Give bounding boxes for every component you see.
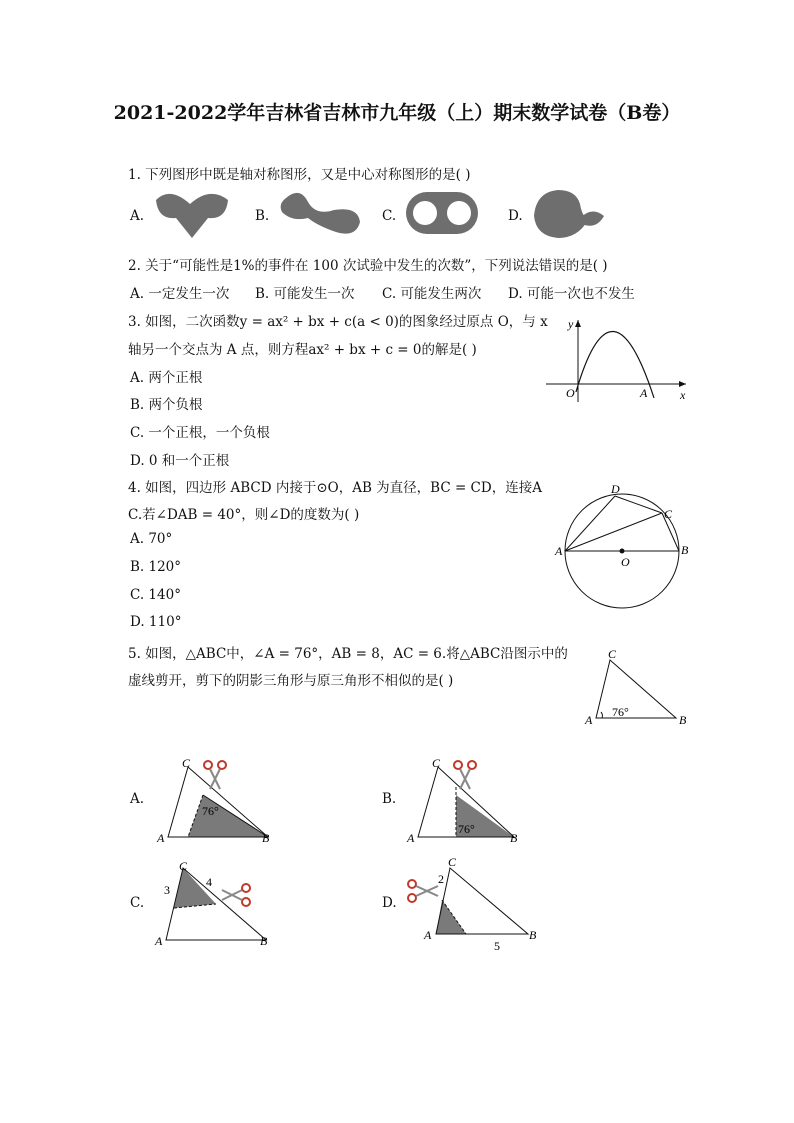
q5-fig-b bbox=[402, 755, 532, 847]
label-b: B bbox=[681, 543, 689, 557]
label-c: C bbox=[448, 855, 457, 869]
label-b: B bbox=[510, 831, 518, 845]
label-d: D bbox=[611, 482, 620, 496]
q3-parabola-graph bbox=[540, 312, 700, 404]
side-label-3: 3 bbox=[164, 883, 170, 897]
y-axis-label: y bbox=[568, 317, 574, 331]
q4-option-b[interactable]: B. 120° bbox=[130, 559, 182, 575]
label-a: A bbox=[407, 831, 415, 845]
q4-circle-figure bbox=[552, 480, 698, 610]
q2-option-b[interactable]: B. 可能发生一次 bbox=[255, 286, 355, 302]
q3-option-a[interactable]: A. 两个正根 bbox=[130, 370, 203, 386]
x-axis-label: x bbox=[680, 388, 686, 402]
q5-option-a[interactable]: A. bbox=[130, 791, 145, 807]
angle-label: 76° bbox=[458, 822, 475, 836]
side-label-2: 2 bbox=[438, 872, 444, 886]
q3-stem-line2: 轴另一个交点为 A 点，则方程ax² + bx + c = 0的解是( ) bbox=[128, 342, 477, 358]
label-c: C bbox=[182, 756, 191, 770]
label-c: C bbox=[664, 507, 673, 521]
q1-shape-c bbox=[402, 190, 482, 236]
q4-stem-line1: 4. 如图，四边形 ABCD 内接于⊙O，AB 为直径，BC = CD，连接A bbox=[128, 480, 542, 496]
q4-option-a[interactable]: A. 70° bbox=[130, 531, 173, 547]
q3-option-d[interactable]: D. 0 和一个正根 bbox=[130, 453, 230, 469]
angle-label: 76° bbox=[612, 705, 629, 719]
label-a: A bbox=[555, 544, 563, 558]
angle-label: 76° bbox=[202, 804, 219, 818]
label-c: C bbox=[432, 756, 441, 770]
q5-stem-line2: 虚线剪开，剪下的阴影三角形与原三角形不相似的是( ) bbox=[128, 673, 454, 689]
q5-option-c[interactable]: C. bbox=[130, 895, 145, 911]
label-b: B bbox=[260, 934, 268, 948]
point-a-label: A bbox=[640, 386, 648, 400]
q5-fig-c bbox=[150, 858, 280, 950]
q5-stem-line1: 5. 如图，△ABC中，∠A = 76°，AB = 8，AC = 6.将△ABC沿图示中的 bbox=[128, 646, 568, 662]
q1-option-d[interactable]: D. bbox=[508, 208, 523, 224]
scissors-icon bbox=[408, 880, 438, 902]
label-a: A bbox=[424, 928, 432, 942]
label-a: A bbox=[585, 713, 593, 727]
label-c: C bbox=[179, 859, 188, 873]
scissors-icon bbox=[204, 761, 226, 789]
scissors-icon bbox=[222, 884, 250, 906]
q5-triangle-figure bbox=[582, 646, 692, 730]
q2-option-a[interactable]: A. 一定发生一次 bbox=[130, 286, 230, 302]
label-a: A bbox=[155, 934, 163, 948]
origin-label: O bbox=[566, 386, 575, 400]
label-o: O bbox=[621, 555, 630, 569]
q5-option-b[interactable]: B. bbox=[382, 791, 397, 807]
q2-option-c[interactable]: C. 可能发生两次 bbox=[382, 286, 482, 302]
page-title: 2021-2022学年吉林省吉林市九年级（上）期末数学试卷（B卷） bbox=[113, 102, 681, 124]
label-b: B bbox=[262, 831, 270, 845]
side-label-4: 4 bbox=[206, 875, 212, 889]
label-b: B bbox=[679, 713, 687, 727]
q2-stem: 2. 关于“可能性是1%的事件在 100 次试验中发生的次数”，下列说法错误的是( ) bbox=[128, 258, 608, 274]
q1-shape-d bbox=[530, 186, 606, 240]
q1-shape-a bbox=[150, 190, 234, 240]
side-label-5: 5 bbox=[494, 939, 500, 953]
label-b: B bbox=[529, 928, 537, 942]
q1-shape-b bbox=[276, 188, 366, 238]
label-c: C bbox=[608, 647, 617, 661]
q5-option-d[interactable]: D. bbox=[382, 895, 397, 911]
q1-option-a[interactable]: A. bbox=[130, 208, 145, 224]
q3-option-b[interactable]: B. 两个负根 bbox=[130, 397, 203, 413]
q3-stem-line1: 3. 如图，二次函数y = ax² + bx + c(a < 0)的图象经过原点 O，与 x bbox=[128, 314, 548, 330]
q2-option-d[interactable]: D. 可能一次也不发生 bbox=[508, 286, 635, 302]
q3-option-c[interactable]: C. 一个正根，一个负根 bbox=[130, 425, 270, 441]
q4-stem-line2: C.若∠DAB = 40°，则∠D的度数为( ) bbox=[128, 507, 360, 523]
q1-stem: 1. 下列图形中既是轴对称图形，又是中心对称图形的是( ) bbox=[128, 167, 471, 183]
q4-option-c[interactable]: C. 140° bbox=[130, 587, 181, 603]
q1-option-b[interactable]: B. bbox=[255, 208, 270, 224]
q5-fig-a bbox=[150, 755, 280, 847]
q5-fig-d bbox=[402, 852, 552, 952]
q4-option-d[interactable]: D. 110° bbox=[130, 614, 182, 630]
label-a: A bbox=[157, 831, 165, 845]
q1-option-c[interactable]: C. bbox=[382, 208, 397, 224]
